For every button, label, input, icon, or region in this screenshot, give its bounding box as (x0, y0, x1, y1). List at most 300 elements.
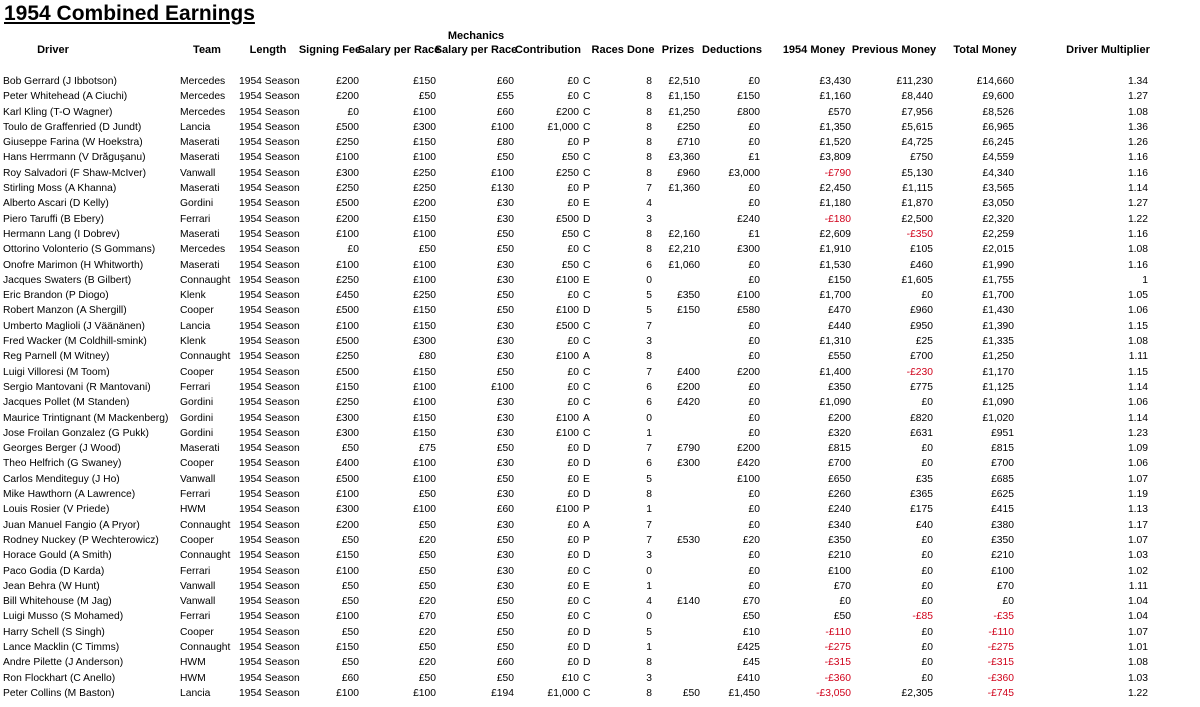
cell-salary-per-race: £70 (418, 611, 436, 623)
cell-driver: Jean Behra (W Hunt) (3, 580, 100, 592)
cell-deductions: £0 (748, 183, 760, 195)
cell-team: Mercedes (180, 106, 226, 118)
cell-contribution: £50 (561, 259, 579, 271)
cell-salary-per-race: £150 (413, 305, 436, 317)
cell-length: 1954 Season (239, 259, 300, 271)
cell-salary-per-race: £150 (413, 412, 436, 424)
cell-races-done: 3 (646, 336, 652, 348)
cell-length: 1954 Season (239, 504, 300, 516)
cell-contribution: £500 (556, 320, 579, 332)
cell-races-done: 5 (646, 305, 652, 317)
cell-total-money: £380 (991, 519, 1014, 531)
cell-total-money: £1,020 (982, 412, 1014, 424)
table-row (0, 395, 1200, 410)
cell-driver-multiplier: 1.14 (1127, 412, 1148, 424)
cell-deductions: £0 (748, 580, 760, 592)
cell-mechanics-salary: £50 (496, 443, 514, 455)
cell-length: 1954 Season (239, 274, 300, 286)
table-row (0, 105, 1200, 120)
cell-1954-money: £350 (828, 534, 851, 546)
cell-driver-multiplier: 1.03 (1127, 672, 1148, 684)
header-team: Team (193, 44, 221, 56)
cell-mechanics-salary: £30 (496, 397, 514, 409)
cell-races-done: 5 (646, 626, 652, 638)
cell-mechanics-salary: £30 (496, 351, 514, 363)
cell-length: 1954 Season (239, 519, 300, 531)
cell-total-money: £3,565 (982, 183, 1014, 195)
cell-signing-fee: £50 (341, 596, 359, 608)
cell-1954-money: £700 (828, 458, 851, 470)
cell-grade: A (583, 412, 590, 424)
cell-team: Lancia (180, 121, 211, 133)
cell-driver-multiplier: 1.15 (1127, 320, 1148, 332)
cell-driver-multiplier: 1.08 (1127, 336, 1148, 348)
cell-prizes: £2,160 (668, 228, 700, 240)
cell-signing-fee: £250 (336, 183, 359, 195)
header-driver-multiplier: Driver Multiplier (1066, 44, 1150, 56)
cell-1954-money: -£790 (824, 167, 851, 179)
cell-total-money: £1,390 (982, 320, 1014, 332)
cell-signing-fee: £100 (336, 687, 359, 699)
cell-driver: Piero Taruffi (B Ebery) (3, 213, 104, 225)
cell-length: 1954 Season (239, 458, 300, 470)
cell-mechanics-salary: £100 (491, 381, 514, 393)
cell-grade: E (583, 274, 590, 286)
cell-salary-per-race: £150 (413, 76, 436, 87)
cell-mechanics-salary: £30 (496, 198, 514, 210)
cell-contribution: £0 (567, 91, 579, 103)
cell-total-money: £951 (991, 427, 1014, 439)
cell-previous-money: -£85 (912, 611, 933, 623)
cell-salary-per-race: £50 (418, 580, 436, 592)
cell-previous-money: £105 (910, 244, 933, 256)
cell-salary-per-race: £50 (418, 519, 436, 531)
cell-driver-multiplier: 1.08 (1127, 244, 1148, 256)
cell-grade: P (583, 504, 590, 516)
cell-driver-multiplier: 1.07 (1127, 626, 1148, 638)
cell-1954-money: £470 (828, 305, 851, 317)
cell-deductions: £100 (737, 473, 760, 485)
header-signing-fee: Signing Fee (298, 44, 362, 56)
cell-total-money: £70 (996, 580, 1014, 592)
cell-previous-money: £0 (921, 580, 933, 592)
cell-driver-multiplier: 1.22 (1127, 687, 1148, 699)
cell-prizes: £350 (677, 290, 700, 302)
cell-grade: C (583, 366, 591, 378)
cell-team: Maserati (180, 443, 220, 455)
cell-salary-per-race: £50 (418, 91, 436, 103)
cell-team: Cooper (180, 458, 214, 470)
cell-signing-fee: £100 (336, 320, 359, 332)
cell-deductions: £0 (748, 519, 760, 531)
cell-previous-money: £0 (921, 290, 933, 302)
cell-signing-fee: £100 (336, 152, 359, 164)
cell-grade: C (583, 259, 591, 271)
cell-mechanics-salary: £194 (491, 687, 514, 699)
cell-mechanics-salary: £50 (496, 290, 514, 302)
cell-salary-per-race: £50 (418, 244, 436, 256)
cell-mechanics-salary: £100 (491, 167, 514, 179)
cell-grade: C (583, 381, 591, 393)
header-salary-per-race: Salary per Race (357, 44, 441, 56)
cell-salary-per-race: £150 (413, 137, 436, 149)
cell-prizes: £140 (677, 596, 700, 608)
cell-mechanics-salary: £100 (491, 121, 514, 133)
cell-contribution: £100 (556, 427, 579, 439)
cell-team: Connaught (180, 550, 231, 562)
cell-mechanics-salary: £30 (496, 550, 514, 562)
cell-grade: C (583, 121, 591, 133)
cell-races-done: 0 (646, 274, 652, 286)
cell-deductions: £0 (748, 336, 760, 348)
cell-1954-money: £650 (828, 473, 851, 485)
cell-mechanics-salary: £30 (496, 565, 514, 577)
cell-1954-money: £815 (828, 443, 851, 455)
header-contribution: Contribution (515, 44, 581, 56)
cell-grade: C (583, 320, 591, 332)
cell-team: HWM (180, 657, 206, 669)
cell-grade: C (583, 427, 591, 439)
cell-team: HWM (180, 672, 206, 684)
cell-signing-fee: £500 (336, 336, 359, 348)
cell-previous-money: £2,500 (901, 213, 933, 225)
table-row (0, 441, 1200, 456)
header-driver: Driver (37, 44, 69, 56)
cell-deductions: £150 (737, 91, 760, 103)
cell-grade: D (583, 641, 591, 653)
cell-total-money: -£360 (987, 672, 1014, 684)
cell-mechanics-salary: £50 (496, 244, 514, 256)
cell-signing-fee: £250 (336, 351, 359, 363)
cell-total-money: £1,090 (982, 397, 1014, 409)
cell-1954-money: £320 (828, 427, 851, 439)
cell-team: Cooper (180, 305, 214, 317)
cell-1954-money: -£180 (824, 213, 851, 225)
cell-mechanics-salary: £30 (496, 213, 514, 225)
cell-1954-money: £1,090 (819, 397, 851, 409)
cell-driver-multiplier: 1.13 (1127, 504, 1148, 516)
cell-contribution: £0 (567, 473, 579, 485)
cell-mechanics-salary: £30 (496, 519, 514, 531)
cell-1954-money: £1,520 (819, 137, 851, 149)
cell-mechanics-salary: £30 (496, 336, 514, 348)
cell-grade: C (583, 244, 591, 256)
cell-driver: Lance Macklin (C Timms) (3, 641, 120, 653)
cell-driver: Jacques Swaters (B Gilbert) (3, 274, 132, 286)
cell-driver-multiplier: 1.14 (1127, 381, 1148, 393)
cell-driver-multiplier: 1.02 (1127, 565, 1148, 577)
cell-deductions: £0 (748, 381, 760, 393)
cell-1954-money: £1,160 (819, 91, 851, 103)
cell-grade: D (583, 305, 591, 317)
cell-previous-money: -£350 (906, 228, 933, 240)
cell-signing-fee: £100 (336, 228, 359, 240)
cell-signing-fee: £200 (336, 213, 359, 225)
cell-races-done: 7 (646, 519, 652, 531)
cell-driver-multiplier: 1.04 (1127, 611, 1148, 623)
cell-signing-fee: £200 (336, 519, 359, 531)
cell-total-money: -£745 (987, 687, 1014, 699)
cell-signing-fee: £200 (336, 91, 359, 103)
cell-contribution: £0 (567, 550, 579, 562)
cell-length: 1954 Season (239, 565, 300, 577)
cell-team: Lancia (180, 687, 211, 699)
cell-contribution: £0 (567, 534, 579, 546)
cell-deductions: £3,000 (728, 167, 760, 179)
cell-length: 1954 Season (239, 137, 300, 149)
cell-previous-money: £7,956 (901, 106, 933, 118)
cell-driver: Hans Herrmann (V Drăguşanu) (3, 152, 146, 164)
cell-length: 1954 Season (239, 351, 300, 363)
cell-previous-money: £11,230 (896, 76, 933, 87)
cell-driver-multiplier: 1.06 (1127, 397, 1148, 409)
cell-contribution: £0 (567, 244, 579, 256)
cell-grade: D (583, 458, 591, 470)
cell-deductions: £45 (742, 657, 760, 669)
cell-previous-money: £35 (915, 473, 933, 485)
cell-length: 1954 Season (239, 641, 300, 653)
column-header-row (0, 30, 1200, 60)
cell-driver-multiplier: 1.07 (1127, 534, 1148, 546)
cell-races-done: 7 (646, 183, 652, 195)
cell-driver: Hermann Lang (I Dobrev) (3, 228, 120, 240)
cell-previous-money: £0 (921, 534, 933, 546)
header-prizes: Prizes (661, 44, 695, 56)
cell-1954-money: £210 (828, 550, 851, 562)
cell-races-done: 8 (646, 489, 652, 501)
header-races-done: Races Done (591, 44, 655, 56)
cell-total-money: £350 (991, 534, 1014, 546)
cell-total-money: -£35 (993, 611, 1014, 623)
cell-driver: Carlos Menditeguy (J Ho) (3, 473, 120, 485)
cell-deductions: £100 (737, 290, 760, 302)
cell-prizes: £2,510 (668, 76, 700, 87)
cell-contribution: £0 (567, 565, 579, 577)
cell-grade: P (583, 137, 590, 149)
cell-total-money: £1,990 (982, 259, 1014, 271)
cell-grade: D (583, 626, 591, 638)
cell-contribution: £0 (567, 198, 579, 210)
cell-1954-money: £1,400 (819, 366, 851, 378)
cell-prizes: £400 (677, 366, 700, 378)
cell-grade: P (583, 183, 590, 195)
cell-driver-multiplier: 1.22 (1127, 213, 1148, 225)
cell-total-money: -£110 (988, 626, 1014, 638)
cell-contribution: £0 (567, 458, 579, 470)
cell-total-money: £3,050 (982, 198, 1014, 210)
cell-contribution: £0 (567, 596, 579, 608)
cell-mechanics-salary: £50 (496, 596, 514, 608)
cell-contribution: £0 (567, 519, 579, 531)
cell-races-done: 7 (646, 443, 652, 455)
cell-signing-fee: £200 (336, 76, 359, 87)
cell-salary-per-race: £100 (413, 397, 436, 409)
cell-driver: Robert Manzon (A Shergill) (3, 305, 127, 317)
cell-grade: C (583, 672, 591, 684)
cell-mechanics-salary: £50 (496, 611, 514, 623)
cell-previous-money: £460 (910, 259, 933, 271)
cell-grade: C (583, 596, 591, 608)
cell-deductions: £0 (748, 274, 760, 286)
cell-mechanics-salary: £60 (496, 657, 514, 669)
cell-driver-multiplier: 1.06 (1127, 458, 1148, 470)
cell-1954-money: £550 (828, 351, 851, 363)
cell-signing-fee: £300 (336, 427, 359, 439)
cell-driver: Theo Helfrich (G Swaney) (3, 458, 122, 470)
cell-deductions: £0 (748, 76, 760, 87)
cell-salary-per-race: £100 (413, 381, 436, 393)
cell-team: Mercedes (180, 91, 226, 103)
cell-driver: Bob Gerrard (J Ibbotson) (3, 76, 117, 87)
cell-grade: C (583, 336, 591, 348)
cell-driver: Giuseppe Farina (W Hoekstra) (3, 137, 143, 149)
cell-races-done: 8 (646, 106, 652, 118)
cell-total-money: -£275 (987, 641, 1014, 653)
cell-signing-fee: £400 (336, 458, 359, 470)
cell-prizes: £1,060 (668, 259, 700, 271)
cell-1954-money: £1,910 (819, 244, 851, 256)
cell-length: 1954 Season (239, 611, 300, 623)
cell-driver: Stirling Moss (A Khanna) (3, 183, 117, 195)
cell-prizes: £530 (677, 534, 700, 546)
cell-previous-money: £0 (921, 443, 933, 455)
cell-grade: A (583, 519, 590, 531)
cell-contribution: £0 (567, 489, 579, 501)
cell-previous-money: £40 (915, 519, 933, 531)
cell-1954-money: -£110 (825, 626, 851, 638)
cell-team: Maserati (180, 228, 220, 240)
cell-salary-per-race: £50 (418, 672, 436, 684)
cell-races-done: 8 (646, 228, 652, 240)
table-row (0, 227, 1200, 242)
cell-grade: C (583, 290, 591, 302)
cell-mechanics-salary: £60 (496, 76, 514, 87)
cell-grade: A (583, 351, 590, 363)
cell-team: Gordini (180, 198, 214, 210)
cell-driver: Jacques Pollet (M Standen) (3, 397, 130, 409)
table-row (0, 411, 1200, 426)
cell-total-money: £2,320 (982, 213, 1014, 225)
cell-deductions: £200 (737, 366, 760, 378)
cell-team: HWM (180, 504, 206, 516)
cell-1954-money: £3,809 (819, 152, 851, 164)
cell-races-done: 8 (646, 91, 652, 103)
table-row (0, 166, 1200, 181)
cell-salary-per-race: £50 (418, 641, 436, 653)
cell-prizes: £3,360 (668, 152, 700, 164)
cell-contribution: £0 (567, 580, 579, 592)
cell-length: 1954 Season (239, 657, 300, 669)
cell-grade: C (583, 687, 591, 699)
cell-team: Maserati (180, 152, 220, 164)
cell-races-done: 4 (646, 198, 652, 210)
cell-length: 1954 Season (239, 244, 300, 256)
cell-salary-per-race: £100 (413, 106, 436, 118)
cell-total-money: £6,965 (982, 121, 1014, 133)
cell-deductions: £0 (748, 121, 760, 133)
cell-contribution: £10 (561, 672, 579, 684)
cell-team: Maserati (180, 183, 220, 195)
cell-deductions: £0 (748, 320, 760, 332)
cell-deductions: £50 (742, 611, 760, 623)
cell-previous-money: £820 (910, 412, 933, 424)
cell-driver-multiplier: 1.03 (1127, 550, 1148, 562)
cell-grade: C (583, 397, 591, 409)
table-row (0, 212, 1200, 227)
table-row (0, 502, 1200, 517)
cell-total-money: £700 (991, 458, 1014, 470)
table-row (0, 365, 1200, 380)
cell-total-money: £1,170 (982, 366, 1014, 378)
cell-total-money: £6,245 (982, 137, 1014, 149)
header-mechanics-salary: Salary per Race (434, 44, 518, 56)
cell-deductions: £0 (748, 412, 760, 424)
cell-1954-money: £440 (828, 320, 851, 332)
cell-salary-per-race: £20 (418, 626, 436, 638)
cell-mechanics-salary: £55 (496, 91, 514, 103)
cell-contribution: £100 (556, 305, 579, 317)
cell-grade: D (583, 550, 591, 562)
table-row (0, 472, 1200, 487)
cell-races-done: 6 (646, 397, 652, 409)
cell-total-money: £1,700 (982, 290, 1014, 302)
cell-races-done: 6 (646, 381, 652, 393)
cell-team: Mercedes (180, 244, 226, 256)
cell-grade: E (583, 580, 590, 592)
table-row (0, 89, 1200, 104)
cell-grade: C (583, 565, 591, 577)
table-row (0, 579, 1200, 594)
cell-salary-per-race: £20 (418, 657, 436, 669)
cell-length: 1954 Season (239, 534, 300, 546)
cell-driver: Mike Hawthorn (A Lawrence) (3, 489, 136, 501)
cell-mechanics-salary: £30 (496, 259, 514, 271)
cell-signing-fee: £500 (336, 121, 359, 133)
cell-length: 1954 Season (239, 550, 300, 562)
cell-signing-fee: £300 (336, 504, 359, 516)
cell-total-money: £8,526 (982, 106, 1014, 118)
cell-signing-fee: £60 (341, 672, 359, 684)
cell-deductions: £70 (742, 596, 760, 608)
cell-1954-money: £260 (828, 489, 851, 501)
header-total-money: Total Money (953, 44, 1017, 56)
cell-previous-money: £0 (921, 565, 933, 577)
cell-contribution: £0 (567, 366, 579, 378)
cell-mechanics-salary: £50 (496, 228, 514, 240)
cell-team: Connaught (180, 274, 231, 286)
cell-grade: E (583, 473, 590, 485)
cell-driver: Luigi Villoresi (M Toom) (3, 366, 110, 378)
cell-races-done: 8 (646, 657, 652, 669)
cell-length: 1954 Season (239, 228, 300, 240)
cell-total-money: £4,559 (982, 152, 1014, 164)
cell-deductions: £0 (748, 504, 760, 516)
cell-races-done: 8 (646, 76, 652, 87)
cell-length: 1954 Season (239, 91, 300, 103)
cell-deductions: £0 (748, 259, 760, 271)
cell-prizes: £420 (677, 397, 700, 409)
cell-signing-fee: £0 (347, 106, 359, 118)
cell-contribution: £0 (567, 381, 579, 393)
cell-salary-per-race: £75 (418, 443, 436, 455)
table-row (0, 487, 1200, 502)
cell-driver-multiplier: 1.27 (1127, 91, 1148, 103)
cell-deductions: £1,450 (728, 687, 760, 699)
cell-deductions: £1 (748, 152, 760, 164)
cell-length: 1954 Season (239, 596, 300, 608)
table-row (0, 303, 1200, 318)
cell-signing-fee: £300 (336, 167, 359, 179)
